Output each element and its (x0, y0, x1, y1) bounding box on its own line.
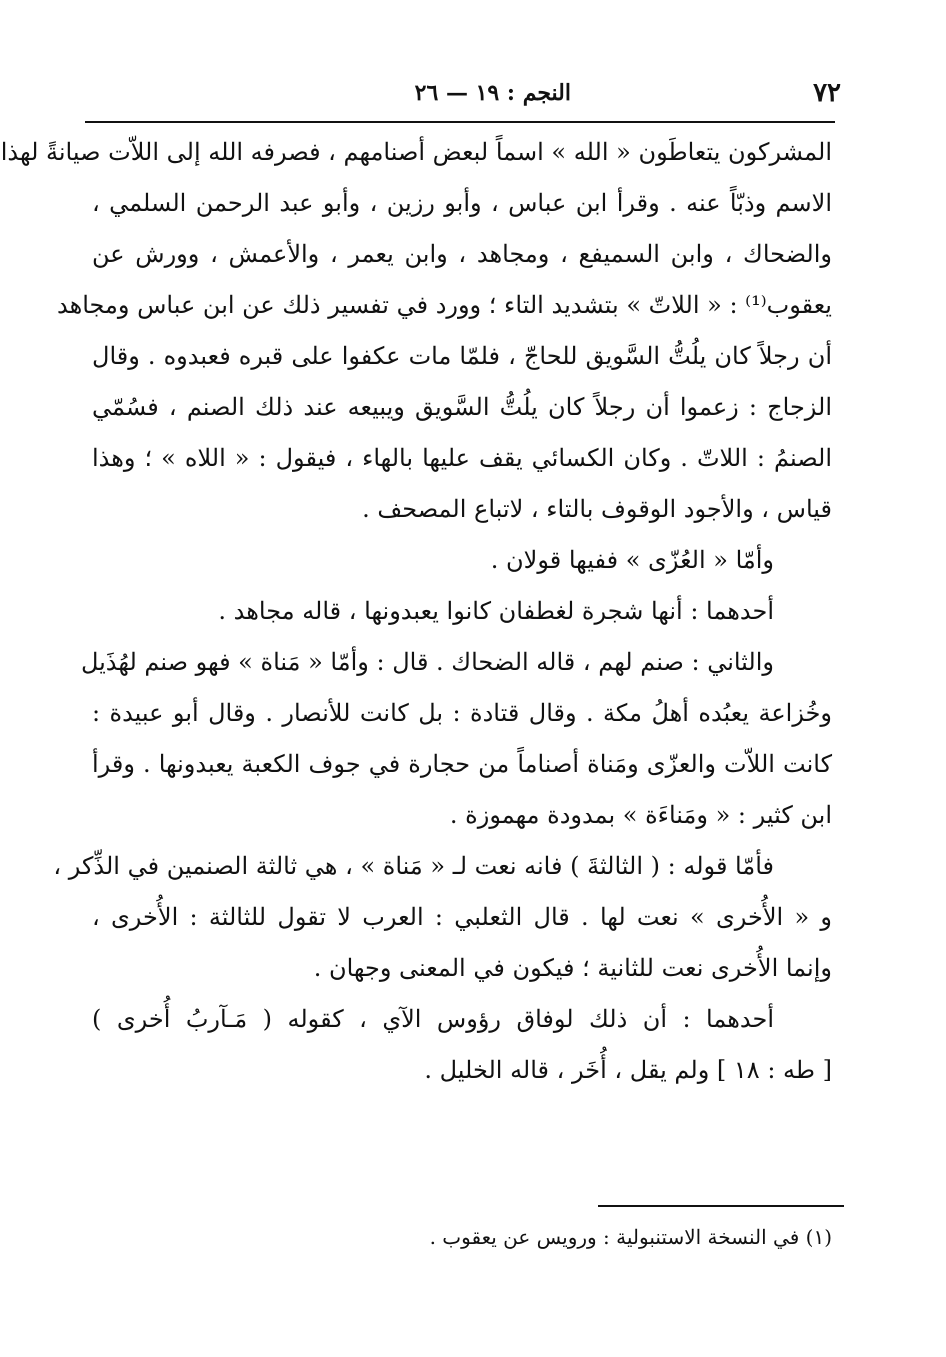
running-head: النجم : ١٩ — ٢٦ (414, 80, 571, 106)
text-line: كانت اللاّت والعزّى ومَناة أصناماً من حجارة في جوف الكعبة يعبدونها . وقرأ (92, 750, 832, 778)
header-rule (85, 121, 835, 123)
text-line: [ طه : ١٨ ] ولم يقل ، أُخَر ، قاله الخليل . (424, 1056, 832, 1084)
text-line: الصنمُ : اللاتّ . وكان الكسائي يقف عليها بالهاء ، فيقول : « اللاه » ؛ وهذا (92, 444, 832, 472)
text-line: و « الأُخرى » نعت لها . قال الثعلبي : العرب لا تقول للثالثة : الأُخرى ، (92, 903, 832, 931)
text-line: وخُزاعة يعبُده أهلُ مكة . وقال قتادة : بل كانت للأنصار . وقال أبو عبيدة : (92, 699, 832, 727)
footnote-rule (598, 1205, 844, 1207)
text-line: والضحاك ، وابن السميفع ، ومجاهد ، وابن يعمر ، والأعمش ، وورش عن (92, 240, 832, 268)
text-line: الزجاج : زعموا أن رجلاً كان يلُتُّ السَّويق ويبيعه عند ذلك الصنم ، فسُمّي (92, 393, 832, 421)
text-line: فأمّا قوله : ( الثالثةَ ) فانه نعت لـ « مَناة » ، هي ثالثة الصنمين في الذِّكر ، (53, 852, 774, 880)
text-line: أن رجلاً كان يلُتُّ السَّويق للحاجّ ، فلمّا مات عكفوا على قبره فعبدوه . وقال (92, 342, 832, 370)
text-line: وأمّا « العُزّى » ففيها قولان . (490, 546, 774, 574)
text-line: أحدهما : أنها شجرة لغطفان كانوا يعبدونها ، قاله مجاهد . (218, 597, 774, 625)
text-line: وإنما الأُخرى نعت للثانية ؛ فيكون في المعنى وجهان . (313, 954, 832, 982)
body-text (0, 130, 832, 1099)
text-line: ابن كثير : « ومَناءَة » بمدودة مهموزة . (449, 801, 832, 829)
text-line: المشركون يتعاطَون « الله » اسماً لبعض أصنامهم ، فصرفه الله إلى اللاّت صيانةً لهذا (0, 138, 832, 166)
text-line: أحدهما : أن ذلك لوفاق رؤوس الآي ، كقوله ( مَـآربُ أُخرى ) (92, 1005, 774, 1033)
page-number: ٧٢ (813, 78, 841, 108)
text-line: والثاني : صنم لهم ، قاله الضحاك . قال : وأمّا « مَناة » فهو صنم لهُذَيل (80, 648, 774, 676)
text-line: يعقوب⁽¹⁾ : « اللاتّ » بتشديد التاء ؛ وورد في تفسير ذلك عن ابن عباس ومجاهد (56, 291, 832, 319)
text-line: الاسم وذبّاً عنه . وقرأ ابن عباس ، وأبو رزين ، وأبو عبد الرحمن السلمي ، (92, 189, 832, 217)
text-line: قياس ، والأجود الوقوف بالتاء ، لاتباع المصحف . (362, 495, 832, 523)
footnote: (١) في النسخة الاستنبولية : ورويس عن يعقوب . (429, 1225, 832, 1249)
page-header (85, 78, 841, 112)
